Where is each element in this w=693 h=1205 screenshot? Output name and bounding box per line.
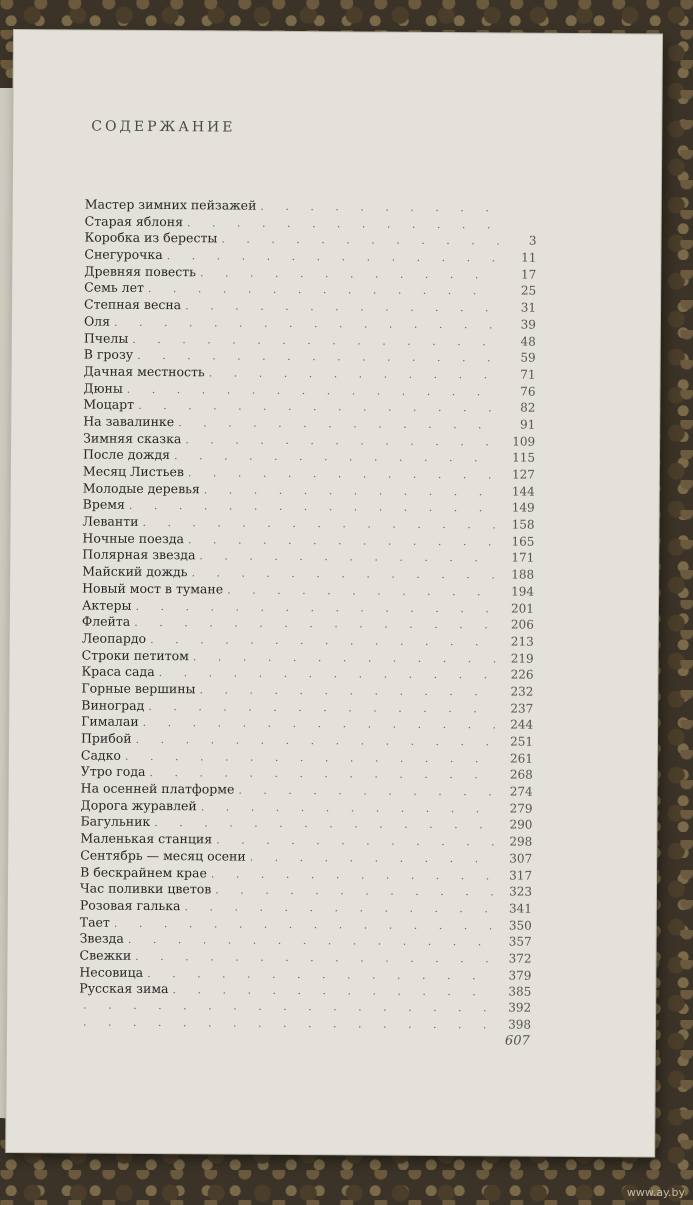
toc-entry-page: 59	[520, 350, 536, 365]
toc-leader-dots	[149, 766, 494, 781]
toc-entry-page: 226	[510, 667, 534, 682]
toc-entry-title: Маленькая станция	[80, 830, 213, 847]
toc-entry-title: Горные вершины	[81, 680, 196, 697]
toc-leader-dots	[238, 784, 494, 799]
toc-leader-dots	[143, 716, 496, 731]
toc-leader-dots	[172, 983, 493, 998]
toc-entry-title: Зимняя сказка	[83, 430, 182, 446]
toc-entry-page: 350	[508, 918, 532, 933]
toc-entry-title: Моцарт	[83, 396, 135, 413]
toc-entry-title: Майский дождь	[82, 563, 188, 580]
toc-leader-dots	[185, 433, 497, 448]
toc-leader-dots	[221, 233, 498, 248]
toc-entry-page: 127	[511, 467, 535, 482]
toc-entry-page: 341	[508, 901, 532, 916]
toc-leader-dots	[174, 449, 497, 464]
toc-entry-page: 109	[512, 434, 536, 449]
toc-leader-dots	[138, 399, 497, 415]
toc-entry	[79, 1014, 531, 1034]
toc-entry-page: 274	[509, 784, 533, 799]
toc-leader-dots	[187, 216, 499, 231]
toc-leader-dots	[129, 499, 497, 515]
toc-entry-title: Час поливки цветов	[79, 880, 212, 897]
toc-leader-dots	[154, 816, 494, 831]
toc-entry-title: Флейта	[81, 613, 131, 630]
toc-entry-title: Багульник	[80, 813, 151, 830]
toc-entry-title: Виноград	[81, 697, 145, 713]
toc-leader-dots	[114, 316, 498, 332]
toc-entry-page: 251	[510, 734, 534, 749]
toc-entry-page: 372	[508, 951, 532, 966]
toc-leader-dots	[200, 266, 498, 281]
toc-entry-page: 149	[511, 500, 535, 516]
toc-leader-dots	[134, 616, 496, 632]
toc-entry-title: Сентябрь — месяц осени	[80, 847, 246, 864]
toc-entry-page: 71	[520, 367, 536, 382]
toc-entry-title: Строки петитом	[81, 647, 189, 663]
toc-entry-page: 298	[509, 834, 533, 849]
toc-leader-dots	[132, 332, 498, 348]
toc-entry-page: 158	[511, 517, 535, 532]
toc-entry-page: 171	[511, 550, 535, 566]
toc-leader-dots	[178, 416, 497, 431]
toc-leader-dots	[209, 366, 498, 381]
toc-entry-title: Звезда	[79, 930, 124, 947]
toc-leader-dots	[136, 733, 495, 749]
toc-entry-title: Семь лет	[84, 279, 144, 296]
toc-entry-page: 31	[520, 300, 537, 315]
toc-entry-page: 392	[508, 1000, 532, 1015]
toc-entry-title: Леопардо	[81, 630, 147, 646]
toc-leader-dots	[128, 933, 494, 949]
toc-entry-page: 307	[509, 851, 533, 866]
toc-entry-title: Гималаи	[81, 713, 139, 730]
toc-entry-page: 201	[511, 600, 535, 616]
watermark: www.ay.by	[626, 1186, 685, 1199]
toc-leader-dots	[83, 999, 493, 1015]
toc-entry-page: 11	[521, 250, 537, 265]
toc-entry-title: Актеры	[81, 596, 132, 613]
toc-entry-title: В бескрайнем крае	[80, 863, 207, 880]
toc-entry-page: 188	[511, 567, 535, 582]
toc-entry-title: На завалинке	[83, 413, 175, 430]
toc-entry-title: Старая яблоня	[84, 213, 184, 229]
toc-leader-dots	[184, 900, 493, 915]
toc-leader-dots	[135, 599, 496, 615]
toc-entry-page: 213	[510, 634, 534, 649]
toc-entry-title: Дачная местность	[83, 363, 205, 380]
toc-leader-dots	[199, 550, 496, 565]
toc-entry-title: Степная весна	[84, 296, 182, 313]
toc-entry-title: Оля	[83, 313, 111, 329]
toc-leader-dots	[215, 884, 494, 899]
toc-entry-title: Пчелы	[83, 329, 129, 346]
toc-leader-dots	[216, 834, 494, 849]
toc-entry-title: Коробка из бересты	[84, 229, 218, 246]
toc-entry-page: 76	[520, 384, 536, 399]
toc-entry-page: 48	[520, 334, 536, 349]
toc-entry-page: 261	[509, 751, 533, 766]
toc-entry-page: 91	[519, 417, 536, 432]
toc-entry-title: На осенней платформе	[80, 780, 235, 797]
toc-entry-page: 25	[520, 283, 537, 299]
toc-leader-dots	[260, 200, 498, 215]
toc-entry-page: 194	[511, 584, 535, 599]
toc-leader-dots	[201, 800, 495, 815]
toc-entry-title: Розовая галька	[79, 897, 181, 914]
toc-entry-title: Новый мост в тумане	[82, 580, 224, 597]
toc-leader-dots	[127, 382, 498, 398]
toc-entry-title: Прибой	[81, 730, 132, 746]
toc-entry-page: 219	[510, 651, 534, 666]
toc-entry-title: Полярная звезда	[82, 546, 196, 563]
toc-entry-page: 115	[512, 450, 536, 465]
toc-entry-page: 323	[509, 884, 533, 899]
page-title: СОДЕРЖАНИЕ	[91, 118, 236, 136]
toc-entry-title: Краса сада	[81, 663, 155, 680]
toc-entry-title: Молодые деревья	[82, 480, 200, 496]
toc-leader-dots	[250, 850, 495, 865]
toc-entry-title: Леванти	[82, 513, 139, 529]
toc-leader-dots	[204, 483, 497, 498]
toc-entry-title: В грозу	[83, 346, 134, 363]
toc-leader-dots	[142, 516, 496, 531]
toc-leader-dots	[211, 867, 494, 882]
toc-entry-title: Снегурочка	[84, 246, 163, 263]
toc-leader-dots	[185, 299, 498, 314]
toc-leader-dots	[191, 566, 496, 581]
toc-entry-page: 268	[509, 767, 533, 783]
toc-leader-dots	[227, 583, 496, 598]
toc-leader-dots	[167, 249, 499, 264]
toc-leader-dots	[150, 633, 496, 648]
toc-entry-page: 317	[509, 867, 533, 883]
toc-entry-page: 17	[520, 267, 537, 282]
toc-entry-title: Мастер зимних пейзажей	[84, 196, 257, 213]
toc-leader-dots	[199, 683, 495, 698]
toc-entry-title: Садко	[80, 747, 122, 763]
toc-entry-page: 357	[508, 934, 532, 949]
toc-entry-title: Русская зима	[79, 980, 169, 997]
toc-leader-dots	[83, 1015, 493, 1031]
toc-entry-title: Древняя повесть	[84, 263, 197, 280]
toc-leader-dots	[188, 533, 497, 548]
toc-leader-dots	[159, 666, 496, 681]
toc-entry-title: Несовица	[79, 964, 144, 980]
toc-leader-dots	[125, 749, 495, 765]
toc-leader-dots	[193, 650, 496, 665]
toc-entry-title: Свежки	[79, 947, 132, 963]
toc-entry-title: Тает	[79, 914, 110, 930]
page-number: 607	[504, 1033, 530, 1049]
toc-entry-title: Месяц Листьев	[82, 463, 184, 480]
table-of-contents	[79, 196, 537, 1034]
toc-entry-page: 3	[528, 233, 537, 249]
toc-leader-dots	[148, 700, 495, 715]
toc-leader-dots	[135, 950, 493, 966]
toc-entry-page: 398	[508, 1017, 532, 1032]
book-page	[6, 30, 662, 1156]
toc-entry-page: 232	[510, 684, 534, 699]
toc-entry-title: Дюны	[83, 380, 123, 396]
toc-leader-dots	[147, 967, 493, 982]
toc-entry-page: 165	[511, 534, 535, 549]
toc-entry-page: 82	[520, 400, 536, 415]
toc-entry-title: После дождя	[82, 446, 171, 463]
toc-entry-title: Время	[82, 496, 125, 513]
toc-entry-page: 237	[510, 701, 534, 716]
toc-entry-title: Дорога журавлей	[80, 797, 197, 814]
toc-entry-title: Утро года	[80, 763, 146, 780]
toc-entry-page: 279	[509, 801, 533, 816]
toc-entry-page: 144	[511, 484, 535, 499]
toc-leader-dots	[114, 916, 494, 932]
toc-leader-dots	[137, 349, 498, 365]
toc-entry-page: 385	[508, 984, 532, 999]
toc-entry-title: Ночные поезда	[82, 530, 185, 546]
toc-entry-page: 290	[509, 817, 533, 833]
toc-leader-dots	[148, 282, 498, 297]
toc-leader-dots	[188, 466, 497, 481]
toc-entry-page: 206	[510, 617, 534, 632]
toc-entry-page: 39	[520, 317, 537, 332]
toc-entry-page: 244	[510, 717, 534, 732]
toc-entry-page: 379	[508, 968, 532, 983]
